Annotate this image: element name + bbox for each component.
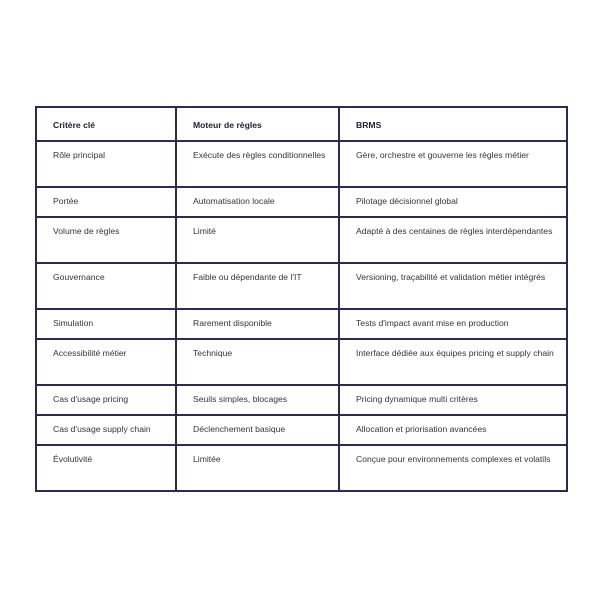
cell-rules-engine: Automatisation locale — [176, 187, 339, 217]
table-row — [36, 339, 567, 385]
cell-rules-engine: Déclenchement basique — [176, 415, 339, 445]
cell-brms: Adapté à des centaines de règles interdépendantes — [339, 217, 567, 263]
comparison-table — [35, 106, 568, 492]
header-criterion: Critère clé — [36, 107, 176, 141]
cell-brms: Interface dédiée aux équipes pricing et supply chain — [339, 339, 567, 385]
cell-rules-engine: Seuils simples, blocages — [176, 385, 339, 415]
cell-rules-engine: Limité — [176, 217, 339, 263]
cell-criterion: Cas d'usage supply chain — [36, 415, 176, 445]
table-row — [36, 141, 567, 187]
table-row — [36, 187, 567, 217]
header-rules-engine: Moteur de règles — [176, 107, 339, 141]
cell-criterion: Rôle principal — [36, 141, 176, 187]
comparison-table-container — [35, 106, 566, 492]
cell-criterion: Gouvernance — [36, 263, 176, 309]
cell-criterion: Simulation — [36, 309, 176, 339]
cell-criterion: Cas d'usage pricing — [36, 385, 176, 415]
cell-brms: Gère, orchestre et gouverne les règles métier — [339, 141, 567, 187]
cell-rules-engine: Exécute des règles conditionnelles — [176, 141, 339, 187]
cell-brms: Conçue pour environnements complexes et volatils — [339, 445, 567, 491]
cell-criterion: Accessibilité métier — [36, 339, 176, 385]
cell-criterion: Évolutivité — [36, 445, 176, 491]
header-brms: BRMS — [339, 107, 567, 141]
cell-brms: Versioning, traçabilité et validation métier intégrés — [339, 263, 567, 309]
cell-brms: Pilotage décisionnel global — [339, 187, 567, 217]
table-row — [36, 385, 567, 415]
cell-rules-engine: Technique — [176, 339, 339, 385]
cell-brms: Allocation et priorisation avancées — [339, 415, 567, 445]
cell-brms: Pricing dynamique multi critères — [339, 385, 567, 415]
table-row — [36, 309, 567, 339]
cell-rules-engine: Faible ou dépendante de l'IT — [176, 263, 339, 309]
table-row — [36, 217, 567, 263]
table-row — [36, 263, 567, 309]
cell-criterion: Volume de règles — [36, 217, 176, 263]
cell-rules-engine: Rarement disponible — [176, 309, 339, 339]
table-header-row — [36, 107, 567, 141]
cell-brms: Tests d'impact avant mise en production — [339, 309, 567, 339]
cell-rules-engine: Limitée — [176, 445, 339, 491]
table-row — [36, 415, 567, 445]
cell-criterion: Portée — [36, 187, 176, 217]
table-row — [36, 445, 567, 491]
